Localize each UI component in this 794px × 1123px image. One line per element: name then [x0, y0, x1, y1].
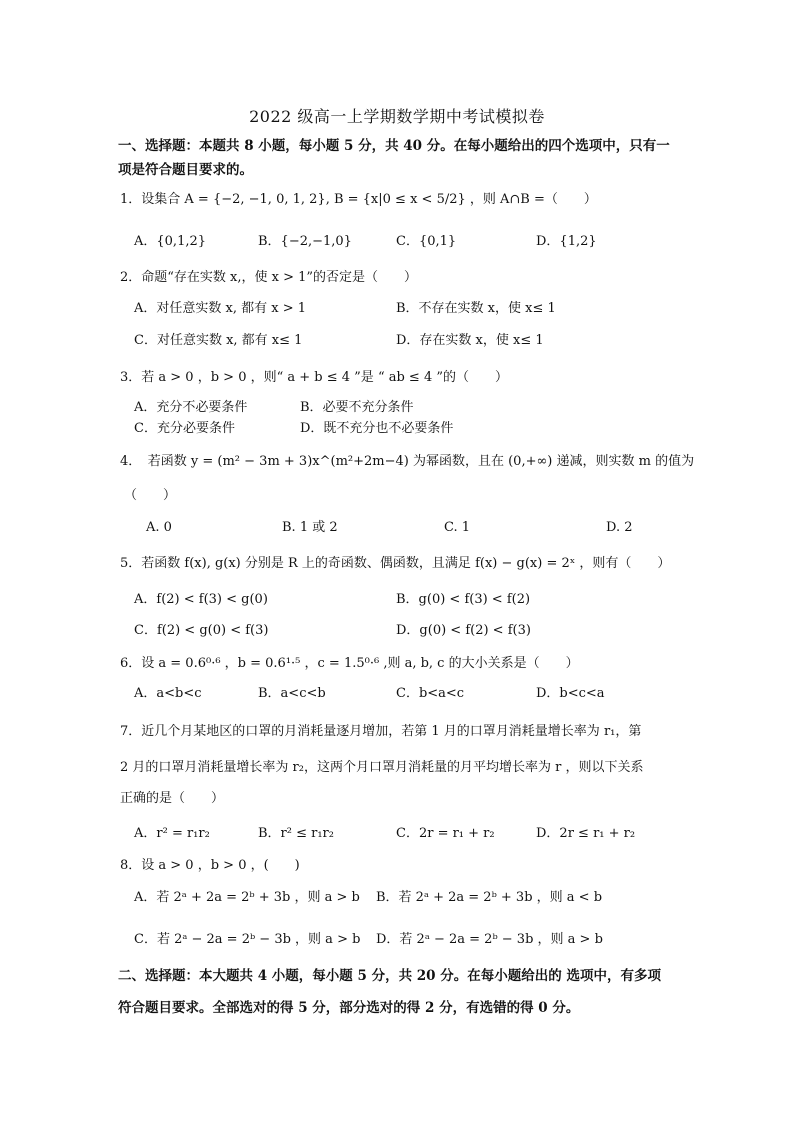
q4-option-c: C. 1 — [444, 520, 471, 535]
q4-option-d: D. 2 — [606, 520, 633, 535]
q7-stem-line2: 2 月的口罩月消耗量增长率为 r₂，这两个月口罩月消耗量的月平均增长率为 r ，则以下关系 — [120, 760, 644, 775]
q2-option-d: D．存在实数 x，使 x≤ 1 — [396, 333, 544, 348]
q5-stem: 5．若函数 f(x), g(x) 分别是 R 上的奇函数、偶函数，且满足 f(x) − g(x) = 2ˣ ，则有（ ） — [120, 556, 671, 571]
q4-option-b: B. 1 或 2 — [282, 520, 338, 535]
q5-option-c: C．f(2) < g(0) < f(3) — [134, 623, 269, 638]
q3-option-c: C．充分必要条件 — [134, 421, 235, 436]
q2-stem: 2．命题“存在实数 x,，使 x > 1”的否定是（ ） — [120, 270, 418, 285]
q7-option-a: A．r² = r₁r₂ — [134, 826, 210, 841]
q7-stem-line3: 正确的是（ ） — [120, 791, 225, 806]
q7-option-b: B．r² ≤ r₁r₂ — [258, 826, 334, 841]
section1-heading-line2: 项是符合题目要求的。 — [118, 162, 253, 178]
section1-heading-line1: 一、选择题：本题共 8 小题，每小题 5 分，共 40 分。在每小题给出的四个选项中，只有一 — [118, 138, 670, 154]
q4-stem: 4． 若函数 y = (m² − 3m + 3)x^(m²+2m−4) 为幂函数，且在 (0,+∞) 递减，则实数 m 的值为 — [120, 454, 695, 469]
q1-option-a: A．{0,1,2} — [134, 234, 207, 249]
q5-option-d: D．g(0) < f(2) < f(3) — [396, 623, 531, 638]
q3-option-d: D．既不充分也不必要条件 — [300, 421, 454, 436]
q4-option-a: A. 0 — [146, 520, 172, 535]
q1-option-d: D．{1,2} — [536, 234, 597, 249]
q8-option-a: A．若 2ᵃ + 2a = 2ᵇ + 3b ，则 a > b — [134, 890, 360, 905]
q2-option-b: B．不存在实数 x，使 x≤ 1 — [396, 301, 556, 316]
q8-option-b: B．若 2ᵃ + 2a = 2ᵇ + 3b ，则 a < b — [376, 890, 603, 905]
q8-option-c: C．若 2ᵃ − 2a = 2ᵇ − 3b ，则 a > b — [134, 932, 361, 947]
q6-option-a: A．a<b<c — [134, 686, 202, 701]
section2-heading-line2: 符合题目要求。全部选对的得 5 分，部分选对的得 2 分，有选错的得 0 分。 — [118, 1000, 580, 1016]
q1-stem: 1．设集合 A = {−2, −1, 0, 1, 2}, B = {x|0 ≤ x < 5/2} ，则 A∩B =（ ） — [120, 192, 597, 207]
q7-option-c: C．2r = r₁ + r₂ — [396, 826, 495, 841]
q8-option-d: D．若 2ᵃ − 2a = 2ᵇ − 3b ，则 a > b — [376, 932, 603, 947]
q2-option-a: A．对任意实数 x, 都有 x > 1 — [134, 301, 307, 316]
q7-option-d: D．2r ≤ r₁ + r₂ — [536, 826, 636, 841]
section2-heading-line1: 二、选择题：本大题共 4 小题，每小题 5 分，共 20 分。在每小题给出的 选项中，有多项 — [118, 968, 661, 984]
q6-option-c: C．b<a<c — [396, 686, 465, 701]
q2-option-c: C．对任意实数 x, 都有 x≤ 1 — [134, 333, 303, 348]
q6-option-d: D．b<c<a — [536, 686, 605, 701]
q8-stem: 8．设 a > 0 ，b > 0 ，( ) — [120, 858, 300, 873]
q3-stem: 3．若 a > 0 ，b > 0 ，则“ a + b ≤ 4 ”是 “ ab ≤ 4 ”的（ ） — [120, 370, 509, 385]
q3-option-a: A．充分不必要条件 — [134, 400, 248, 415]
q1-option-b: B．{−2,−1,0} — [258, 234, 352, 249]
q7-stem-line1: 7．近几个月某地区的口罩的月消耗量逐月增加，若第 1 月的口罩月消耗量增长率为 r₁，第 — [120, 724, 642, 739]
q5-option-a: A．f(2) < f(3) < g(0) — [134, 592, 268, 607]
q4-answer-paren: （ ） — [124, 488, 177, 503]
q6-option-b: B．a<c<b — [258, 686, 326, 701]
page-title: 2022 级高一上学期数学期中考试模拟卷 — [249, 107, 545, 126]
q1-option-c: C．{0,1} — [396, 234, 457, 249]
q3-option-b: B．必要不充分条件 — [300, 400, 414, 415]
q5-option-b: B．g(0) < f(3) < f(2) — [396, 592, 531, 607]
q6-stem: 6．设 a = 0.6⁰·⁶ ，b = 0.6¹·⁵ ，c = 1.5⁰·⁶ ,则 a, b, c 的大小关系是（ ） — [120, 656, 579, 671]
